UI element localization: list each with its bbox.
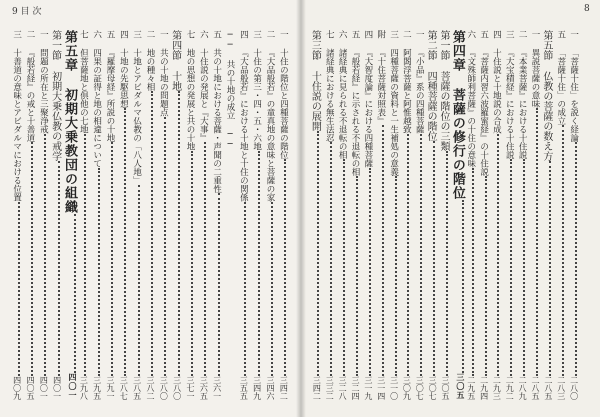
toc-page-number: 二八五 <box>543 376 553 400</box>
toc-entry-title: 四 十住説と十地説の合成 <box>491 30 502 134</box>
toc-entry-title: 四 『大品般若』における十地と十住の関係 <box>238 30 249 202</box>
toc-entry <box>24 30 36 400</box>
toc-entry-title: 第五章 初期大乗教団の組織 <box>62 30 77 214</box>
toc-entry <box>131 30 143 400</box>
toc-leader-dots <box>369 168 371 377</box>
toc-entry-title: 六 四果の証得と地の相違について <box>91 30 102 168</box>
toc-entry-title: 三 十住の第三・四・五・六地 <box>251 30 262 151</box>
toc-page-number: 三二四 <box>351 376 360 400</box>
toc-leader-dots <box>523 159 525 376</box>
toc-leader-dots <box>446 151 448 376</box>
toc-entry-title: 第四章 菩薩の修行の階位 <box>449 30 465 200</box>
toc-entry <box>171 30 183 400</box>
toc-leader-dots <box>191 151 193 377</box>
toc-page-number: 三〇九 <box>402 376 412 400</box>
toc-entry-title: 五 『羅摩母経』所説の十地 <box>105 30 115 142</box>
toc-entry <box>157 30 169 400</box>
toc-leader-dots <box>84 134 86 377</box>
toc-entry-title: 附 『十住菩薩対照表』 <box>375 30 386 125</box>
toc-leader-dots <box>151 91 153 376</box>
toc-leader-dots <box>204 142 206 376</box>
toc-entry <box>542 30 554 400</box>
toc-page-number: 四〇一 <box>68 373 78 400</box>
toc-page-number: 三八七 <box>119 376 129 400</box>
toc-entry-title: 四 十地の先駆思想 <box>118 30 129 108</box>
toc-entry <box>555 30 567 400</box>
toc-leader-dots <box>138 185 140 377</box>
toc-entry-title: 一 「菩薩十住」を説く経論 <box>568 30 579 142</box>
toc-leader-dots <box>98 168 100 377</box>
toc-page-number: 二八五 <box>531 376 540 400</box>
toc-page-number: 三五五 <box>239 376 249 400</box>
toc-entry <box>61 30 79 400</box>
toc-page-number: 三九八 <box>79 376 89 400</box>
toc-entry <box>104 30 116 400</box>
toc-leader-dots <box>44 134 46 377</box>
toc-entry-title: 六 『文殊師利菩薩』の十住の意味 <box>465 30 476 168</box>
toc-entry <box>77 30 89 400</box>
toc-entry-title: 三 十善道の意味とアビダルマにおける位置 <box>11 30 22 202</box>
toc-entry-title: 第二節 四種菩薩の階位 <box>425 30 437 141</box>
toc-leader-dots <box>258 151 260 377</box>
toc-page-number: 二九四 <box>479 376 489 400</box>
toc-entry <box>568 30 580 400</box>
toc-entry-title: 第三節 十住説の展開 <box>309 30 321 131</box>
toc-entry-title: 五 『般若経』に示される不退転の相 <box>350 30 360 176</box>
toc-page-number: 三八二 <box>146 376 155 400</box>
toc-entry <box>310 30 322 400</box>
toc-page-number: 二九二 <box>505 376 515 400</box>
toc-entry <box>277 30 289 400</box>
toc-entry-title: 第一節 菩薩の階位の三類 <box>438 30 449 151</box>
toc-entry-title: 二 『本業菩薩』における十住説 <box>517 30 528 159</box>
toc-page-number: 二八〇 <box>569 376 579 400</box>
toc-entry-title: 一 十住の階位と四種菩薩の階位 <box>278 30 289 159</box>
toc-entry <box>11 30 23 400</box>
toc-leader-dots <box>178 91 180 376</box>
toc-entry-title: 一 共の十地の問題点 <box>158 30 169 117</box>
toc-leader-dots <box>510 159 512 376</box>
toc-entry <box>503 30 515 400</box>
toc-entry-title: 七 但菩薩地と倶他の七地 <box>78 30 89 134</box>
toc-entry-title: 二 『大品般若』の童真地の意味と菩薩の家 <box>265 30 275 202</box>
toc-entry <box>516 30 528 400</box>
toc-leader-dots <box>284 159 286 376</box>
toc-leader-dots <box>497 134 499 377</box>
toc-entry-title: 七 地の思想の発展と共の十地 <box>185 30 195 151</box>
toc-leader-dots <box>343 159 345 376</box>
toc-entry <box>336 30 348 400</box>
toc-entry-title: 五 共の十地における菩薩・声聞の二重性 <box>211 30 222 193</box>
toc-entry-title: ── 共の十地の成立 ── <box>225 30 235 150</box>
toc-entry <box>529 30 541 400</box>
toc-entry <box>439 30 451 400</box>
toc-leader-dots <box>330 142 332 376</box>
toc-page-number: 三六五 <box>199 376 209 400</box>
toc-entry <box>323 30 335 400</box>
toc-page-number: 四〇五 <box>26 376 35 400</box>
toc-leader-dots <box>74 214 76 373</box>
toc-leader-dots <box>58 161 60 376</box>
toc-entry <box>375 30 387 400</box>
toc-page-number: 三六一 <box>212 376 222 400</box>
toc-page-number: 四〇九 <box>12 376 22 400</box>
toc-leader-dots <box>485 176 487 376</box>
toc-entry <box>449 30 467 400</box>
toc-page-number: 三九五 <box>92 376 102 400</box>
left-page-header: 9 目 次 <box>12 7 42 17</box>
toc-entry-title: 二 『般若経』の戒と十善道 <box>25 30 35 142</box>
toc-page-number: 三〇七 <box>415 376 425 400</box>
toc-leader-dots <box>536 108 538 376</box>
toc-page-number: 三三二 <box>325 376 335 400</box>
toc-leader-dots <box>575 142 577 376</box>
toc-page-number: 三九一 <box>106 376 115 400</box>
toc-page-number: 三二八 <box>338 376 348 400</box>
toc-page-number: 三四二 <box>312 376 322 400</box>
toc-leader-dots <box>562 125 564 376</box>
toc-page-number: 三四二 <box>279 376 289 400</box>
toc-page-number: 三一四 <box>376 376 386 400</box>
toc-leader-dots <box>433 141 435 376</box>
toc-leader-dots <box>271 202 273 377</box>
toc-leader-dots <box>111 142 113 376</box>
toc-page-number: 二八九 <box>518 376 528 400</box>
toc-entry <box>413 30 425 400</box>
toc-leader-dots <box>549 161 551 376</box>
toc-entry <box>388 30 400 400</box>
toc-entry <box>224 30 236 400</box>
toc-entry-title: 六 諸経典に見られる不退転の相 <box>337 30 348 159</box>
toc-entry <box>490 30 502 400</box>
toc-entry-title: 第四節 十地 <box>169 30 181 91</box>
toc-entry <box>144 30 156 400</box>
toc-entry <box>251 30 263 400</box>
toc-leader-dots <box>124 108 126 376</box>
toc-entry-title: 三 十地とアビダルマ仏教の「八人地」 <box>131 30 142 185</box>
toc-entry-title: 七 諸経典における無生法忍 <box>324 30 335 142</box>
toc-entry <box>184 30 196 400</box>
toc-entry-title: 一 異説菩薩の意味 <box>530 30 540 108</box>
toc-page-number: 三四九 <box>252 376 262 400</box>
toc-entry-title: 一 問題の所在と三聚浄戒 <box>38 30 49 134</box>
toc-entry-title: 二 地の種々相 <box>145 30 155 91</box>
toc-page-number: 三〇七 <box>428 376 438 400</box>
toc-entry <box>426 30 438 400</box>
toc-leader-dots <box>382 125 384 376</box>
right-page-header: 8 <box>584 4 590 14</box>
toc-leader-dots <box>31 142 33 376</box>
toc-leader-dots <box>244 202 246 377</box>
toc-entry-title: 一 『小品』系の四種菩薩 <box>414 30 425 134</box>
book-gutter <box>296 0 306 417</box>
toc-leader-dots <box>395 176 397 376</box>
toc-page-number: 三四六 <box>266 376 275 400</box>
toc-entry-title: 第五節 仏教の菩薩の数え方 <box>540 30 552 161</box>
toc-entry <box>37 30 49 400</box>
toc-entry <box>237 30 249 400</box>
toc-page-number: 二九五 <box>466 376 476 400</box>
toc-entry-title: 四 『大智度論』における四種菩薩 <box>362 30 373 168</box>
toc-entry <box>478 30 490 400</box>
toc-page-number: 三〇五 <box>441 376 450 400</box>
toc-entry-title: 六 十住説の発展と『大事』 <box>198 30 209 142</box>
toc-page-number: 三〇五 <box>455 373 466 400</box>
toc-entry <box>117 30 129 400</box>
toc-leader-dots <box>472 168 474 377</box>
toc-page-number: 三八〇 <box>159 376 169 400</box>
toc-page-number: 三一〇 <box>389 376 399 400</box>
toc-page-number: 四〇一 <box>52 376 62 400</box>
toc-page-number: 三七一 <box>186 376 195 400</box>
toc-entry <box>400 30 412 400</box>
toc-entry-title: 第一節 初期大乗仏教の戒学 <box>49 30 61 161</box>
toc-leader-dots <box>462 200 464 373</box>
toc-entry-title: 三 四種菩薩の資料と一生補処の意義 <box>388 30 399 176</box>
toc-entry-title: 二 阿閦浮菩薩と阿惟越致 <box>401 30 412 134</box>
toc-page-number: 三八五 <box>132 376 142 400</box>
toc-entry <box>362 30 374 400</box>
toc-entry <box>211 30 223 400</box>
toc-page-number: 二八三 <box>556 376 566 400</box>
toc-leader-dots <box>218 193 220 376</box>
toc-page-number: 四〇一 <box>39 376 49 400</box>
toc-leader-dots <box>356 176 358 376</box>
toc-leader-dots <box>407 134 409 377</box>
toc-leader-dots <box>317 131 319 376</box>
toc-entry-title: 三 『大宝積経』における十住説 <box>504 30 515 159</box>
toc-leader-dots <box>164 117 166 377</box>
toc-page-number: 三八〇 <box>172 376 182 400</box>
toc-page-number: 二九三 <box>492 376 502 400</box>
toc-entry-title: 五 「菩薩十住」の成立 <box>555 30 566 125</box>
toc-leader-dots <box>420 134 422 377</box>
toc-entry-title: 五 『菩薩内習六波羅蜜経』の十住説 <box>478 30 489 176</box>
toc-entry <box>197 30 209 400</box>
toc-entry <box>91 30 103 400</box>
toc-entry <box>349 30 361 400</box>
toc-entry <box>51 30 63 400</box>
toc-entry <box>264 30 276 400</box>
toc-page-number: 三一九 <box>363 376 373 400</box>
toc-leader-dots <box>18 202 20 377</box>
